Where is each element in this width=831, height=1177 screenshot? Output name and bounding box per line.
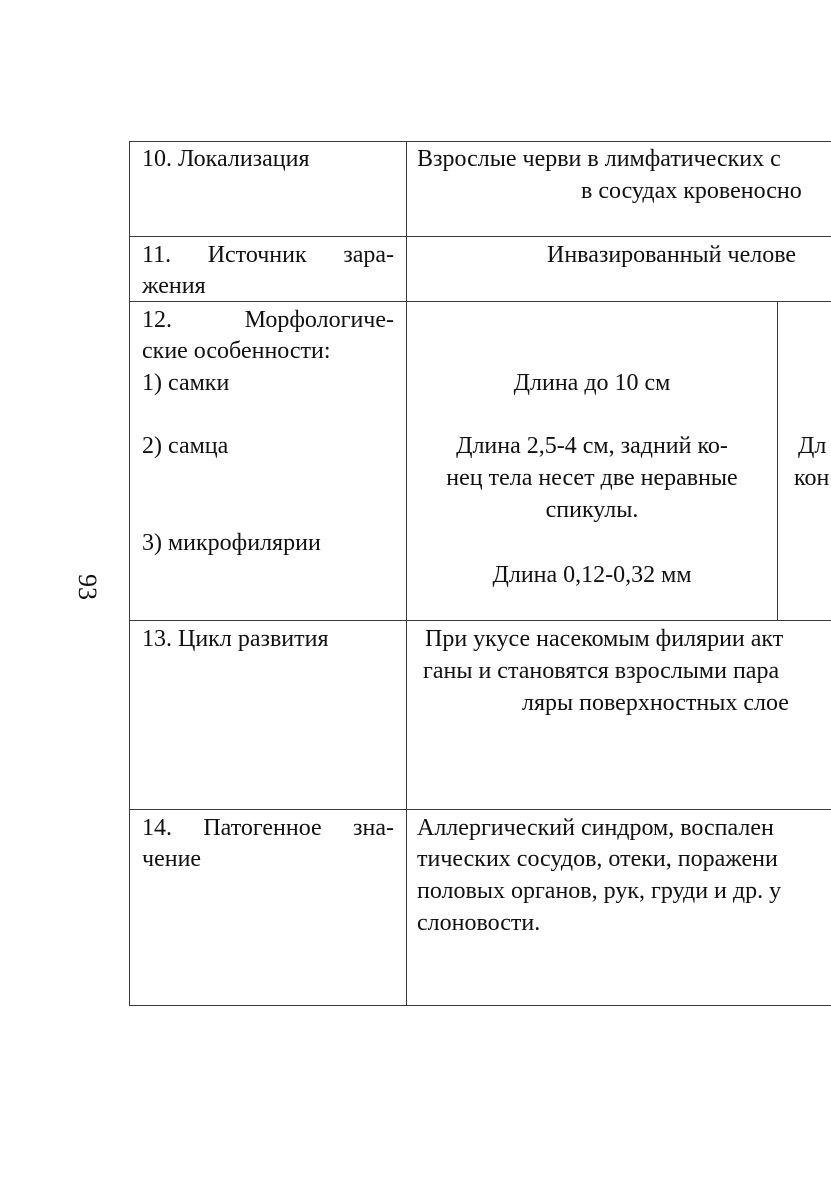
row-10-content-line: Взрослые черви в лимфатических с <box>417 146 781 172</box>
row-14-label-part: 14. <box>142 815 172 841</box>
table-border-top <box>129 141 831 142</box>
row-14-label-part: зна- <box>353 815 394 841</box>
row-12-female-length: Длина до 10 см <box>513 370 671 396</box>
row-12-col2-line: Дл <box>798 433 827 459</box>
row-12-male-line: спикулы. <box>545 497 639 523</box>
row-12-label-line: 2) самца <box>142 433 229 459</box>
row-11-label-part: 11. <box>142 242 172 268</box>
row-12-male-line: Длина 2,5-4 см, задний ко- <box>456 433 728 459</box>
row-divider <box>129 236 831 237</box>
row-11-label <box>142 240 394 270</box>
row-14-content-line: Аллергический синдром, воспален <box>417 815 774 841</box>
row-12-microfilaria-length: Длина 0,12-0,32 мм <box>492 562 692 588</box>
row-14-label-line: чение <box>142 846 202 872</box>
row-12-label-part: Морфологиче- <box>244 307 394 333</box>
row-11-label-part: зара- <box>343 242 394 268</box>
row-12-col2-line: кон <box>794 465 830 491</box>
page-number: 93 <box>73 574 102 600</box>
row-14-label-part: Патогенное <box>203 815 322 841</box>
row-12-label-line: ские особенности: <box>142 338 331 364</box>
row-13-content-line: ганы и становятся взрослыми пара <box>423 658 780 684</box>
row-14-content-line: тических сосудов, отеки, поражени <box>417 846 778 872</box>
subcolumn-divider <box>777 301 778 621</box>
row-14-content-line: половых органов, рук, груди и др. у <box>417 878 782 904</box>
data-table <box>129 141 831 1006</box>
row-12-label-line: 3) микрофилярии <box>142 530 321 556</box>
row-14-label <box>142 813 394 843</box>
row-12-label-part: 12. <box>142 307 172 333</box>
table-border-left <box>129 141 130 1006</box>
row-12-male-line: нец тела несет две неравные <box>446 465 738 491</box>
row-12-label-line: 1) самки <box>142 370 230 396</box>
row-divider <box>129 301 831 302</box>
row-divider <box>129 809 831 810</box>
row-11-label-part: Источник <box>207 242 307 268</box>
row-13-label: 13. Цикл развития <box>142 626 329 652</box>
row-10-label: 10. Локализация <box>142 146 310 172</box>
row-11-content-line: Инвазированный челове <box>547 242 797 268</box>
row-14-content-line: слоновости. <box>417 910 541 936</box>
row-13-content-line: При укусе насекомым филярии акт <box>425 626 784 652</box>
row-12-label <box>142 305 394 335</box>
row-11-label-line: жения <box>142 273 206 299</box>
row-divider <box>129 620 831 621</box>
row-10-content-line: в сосудах кровеносно <box>581 178 802 204</box>
row-13-content-line: ляры поверхностных слое <box>522 690 789 716</box>
table-border-bottom <box>129 1005 831 1006</box>
